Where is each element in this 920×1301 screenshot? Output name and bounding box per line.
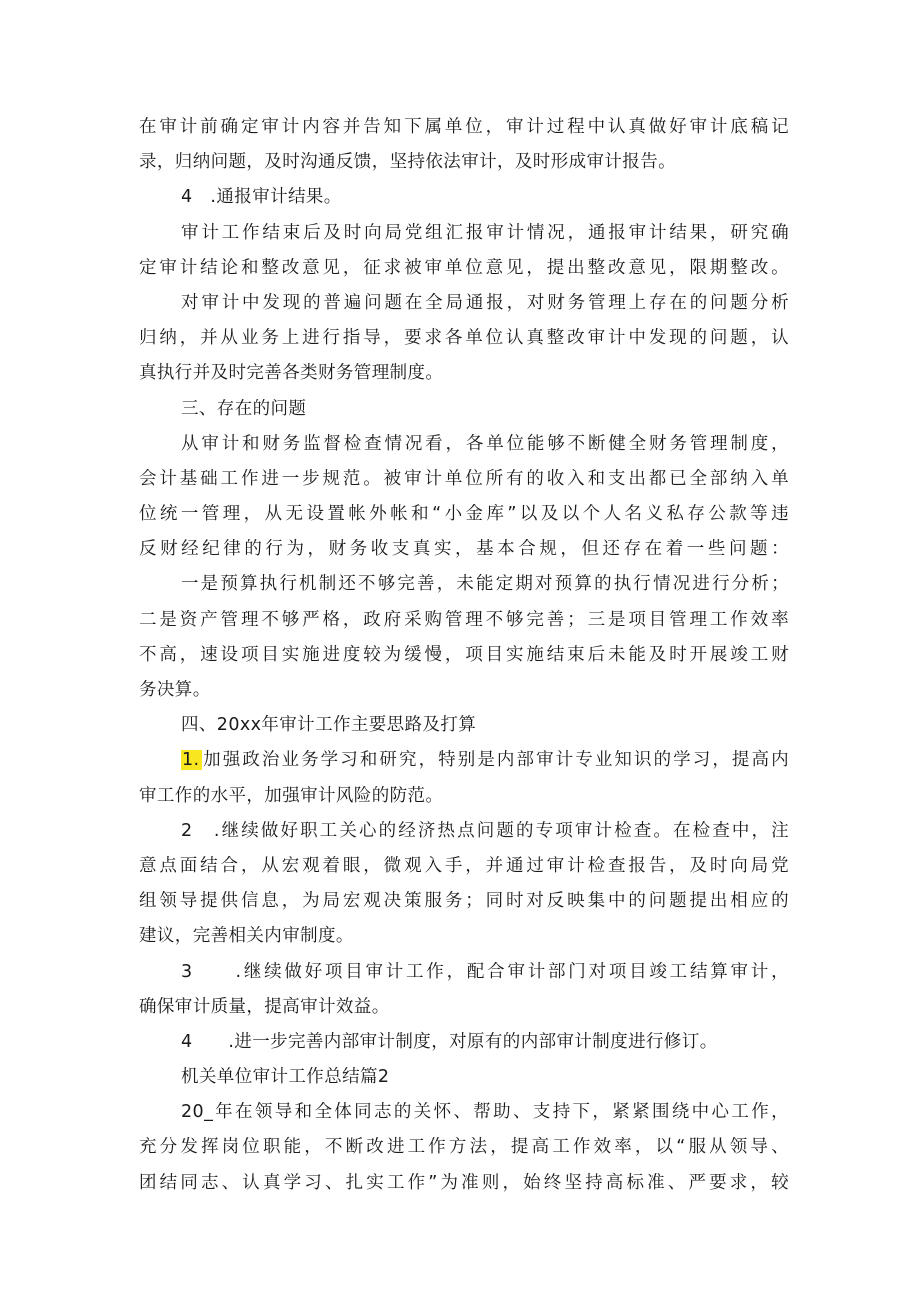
paragraph-line: 4 .进一步完善内部审计制度，对原有的内部审计制度进行修订。 xyxy=(181,1031,718,1052)
section-heading: 四、20xx年审计工作主要思路及打算 xyxy=(181,715,477,736)
paragraph-line: 一是预算执行机制还不够完善，未能定期对预算的执行情况进行分析； xyxy=(181,574,789,595)
paragraph-line: 组领导提供信息，为局宏观决策服务；同时对反映集中的问题提出相应的 xyxy=(139,891,789,912)
section-heading: 机关单位审计工作总结篇2 xyxy=(181,1067,390,1088)
paragraph-line: 2 .继续做好职工关心的经济热点问题的专项审计检查。在检查中，注 xyxy=(181,820,789,841)
paragraph-line: 二是资产管理不够严格，政府采购管理不够完善；三是项目管理工作效率 xyxy=(139,609,789,630)
paragraph-line: 务决算。 xyxy=(139,680,211,700)
paragraph-line: 审计工作结束后及时向局党组汇报审计情况，通报审计结果，研究确 xyxy=(181,222,789,243)
paragraph-line: 会计基础工作进一步规范。被审计单位所有的收入和支出都已全部纳入单 xyxy=(139,468,789,489)
paragraph-line: 定审计结论和整改意见，征求被审单位意见，提出整改意见，限期整改。 xyxy=(139,257,789,278)
paragraph-line: 从审计和财务监督检查情况看，各单位能够不断健全财务管理制度， xyxy=(181,433,789,454)
paragraph-line: 团结同志、认真学习、扎实工作”为准则，始终坚持高标准、严要求，较 xyxy=(139,1172,789,1193)
paragraph-line: 对审计中发现的普遍问题在全局通报，对财务管理上存在的问题分析 xyxy=(181,292,789,313)
section-item-heading: 4 .通报审计结果。 xyxy=(181,187,342,208)
paragraph-line xyxy=(139,743,789,778)
highlighted-number: 1. xyxy=(182,750,200,771)
paragraph-line: 反财经纪律的行为，财务收支真实，基本合规，但还存在着一些问题： xyxy=(139,539,789,560)
paragraph-line: 不高，速设项目实施进度较为缓慢，项目实施结束后未能及时开展竣工财 xyxy=(139,644,789,665)
paragraph-line: 位统一管理，从无设置帐外帐和“小金库”以及以个人名义私存公款等违 xyxy=(139,504,789,525)
paragraph-line: 归纳，并从业务上进行指导，要求各单位认真整改审计中发现的问题，认 xyxy=(139,328,789,349)
paragraph-line: 确保审计质量，提高审计效益。 xyxy=(139,996,390,1017)
paragraph-line: 真执行并及时完善各类财务管理制度。 xyxy=(139,363,444,384)
paragraph-line: 充分发挥岗位职能，不断改进工作方法，提高工作效率，以“服从领导、 xyxy=(139,1137,789,1158)
paragraph-line-text: 加强政治业务学习和研究，特别是内部审计专业知识的学习，提高内 xyxy=(201,750,789,771)
section-heading: 三、存在的问题 xyxy=(181,398,307,419)
paragraph-line: 在审计前确定审计内容并告知下属单位，审计过程中认真做好审计底稿记 xyxy=(139,117,789,137)
paragraph-line: 审工作的水平，加强审计风险的防范。 xyxy=(139,785,444,806)
paragraph-line: 建议，完善相关内审制度。 xyxy=(139,926,354,947)
document-body xyxy=(139,110,789,1201)
paragraph-line: 意点面结合，从宏观着眼，微观入手，并通过审计检查报告，及时向局党 xyxy=(139,855,789,876)
paragraph-line: 20_年在领导和全体同志的关怀、帮助、支持下，紧紧围绕中心工作， xyxy=(181,1102,789,1123)
paragraph-line: 3 .继续做好项目审计工作，配合审计部门对项目竣工结算审计， xyxy=(181,961,789,982)
paragraph-line: 录，归纳问题，及时沟通反馈，坚持依法审计，及时形成审计报告。 xyxy=(139,152,676,173)
